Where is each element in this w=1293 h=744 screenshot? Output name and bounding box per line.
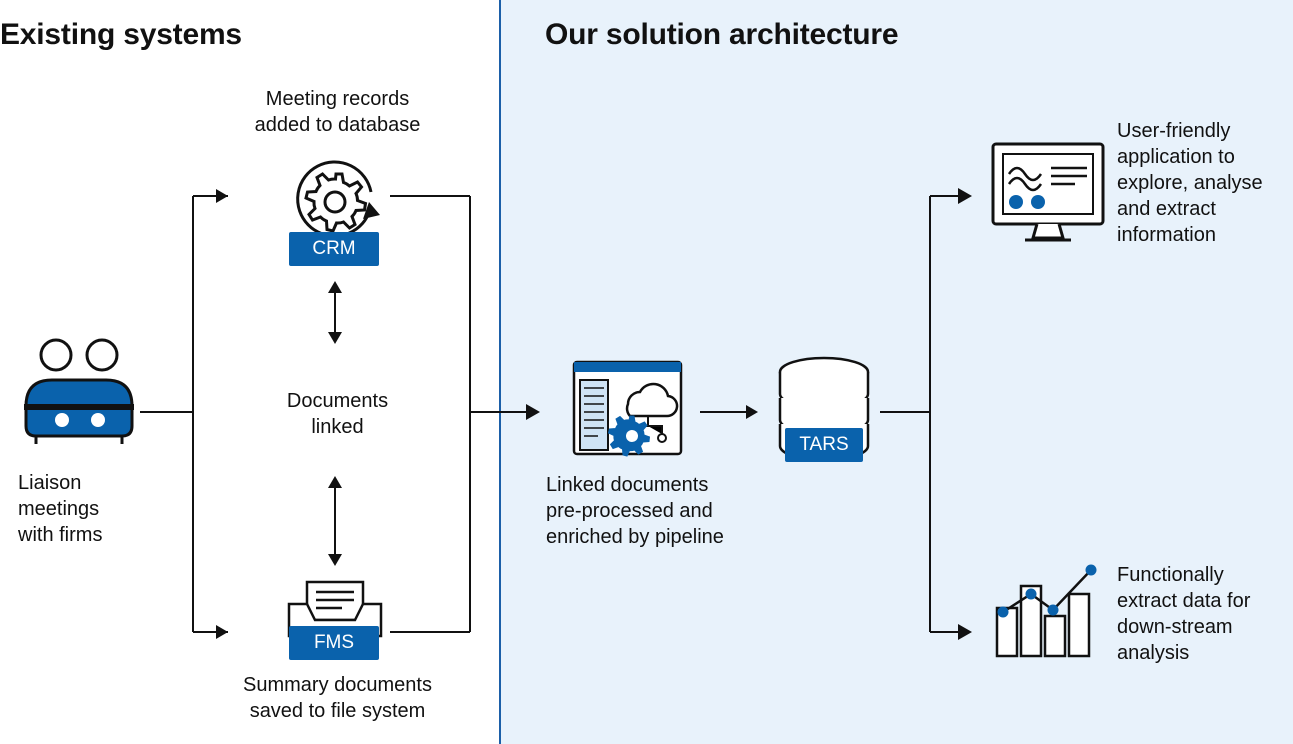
people-icon bbox=[18, 336, 140, 446]
caption-functional-extract: Functionally extract data for down-stream analysis bbox=[1117, 564, 1251, 664]
caption-pipeline: Linked documents pre-processed and enriched by pipeline bbox=[546, 474, 724, 548]
caption-user-friendly-application: User-friendly application to explore, analyse and extract information bbox=[1117, 120, 1263, 246]
caption-documents-linked: Documents linked bbox=[286, 390, 389, 438]
caption-summary-documents: Summary documents saved to file system bbox=[243, 674, 432, 722]
fms-label: FMS bbox=[289, 626, 379, 660]
caption-liaison-meetings: Liaison meetings with firms bbox=[18, 472, 103, 546]
cloud-pipeline-icon bbox=[570, 358, 685, 458]
panel-divider bbox=[499, 0, 501, 744]
bar-line-chart-icon bbox=[993, 556, 1103, 662]
page-title-solution-architecture: Our solution architecture bbox=[545, 18, 899, 51]
caption-meeting-records: Meeting records added to database bbox=[254, 88, 421, 136]
monitor-dashboard-icon bbox=[989, 140, 1107, 248]
page-title-existing-systems: Existing systems bbox=[0, 18, 242, 51]
crm-label: CRM bbox=[289, 232, 379, 266]
tars-label: TARS bbox=[785, 428, 863, 462]
